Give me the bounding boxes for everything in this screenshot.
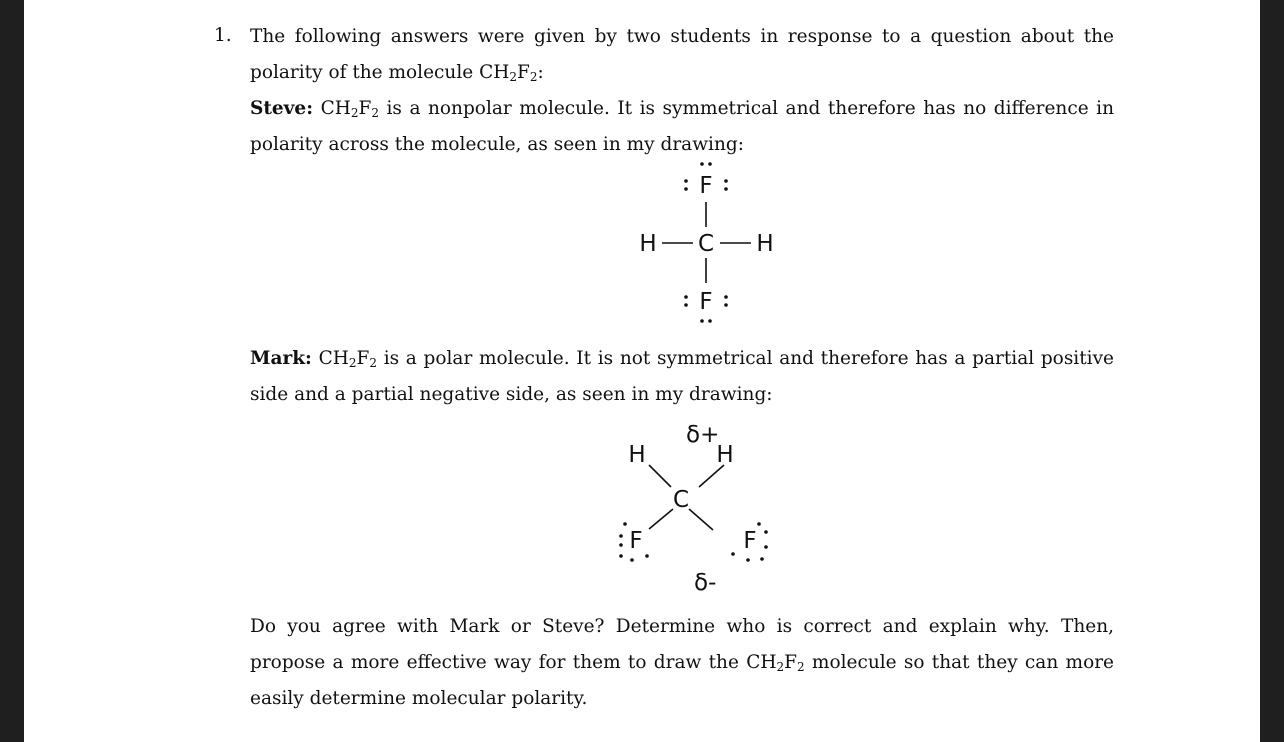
mark-text: is a polar molecule. It is not symmetrical and therefore has a partial positive side and a partial negative side, as seen in my drawing:: [250, 348, 1114, 405]
steve-label: Steve:: [250, 98, 314, 119]
prompt-text-before: Do you agree with Mark or Steve? Determine who is correct and explain why. Then, propose a more effective way for them to draw the: [250, 616, 1114, 673]
question-number: 1.: [214, 25, 232, 46]
formula-ch2f2: $CH_2F_2$: [746, 652, 805, 674]
steve-lewis-diagram: [594, 152, 794, 336]
atom-c-center: C: [697, 231, 715, 257]
atom-h-left: H: [639, 231, 657, 257]
left-fluorine: [619, 522, 649, 562]
formula-ch2f2: $CH_2F_2$: [318, 348, 377, 370]
bond-c-h-left: [649, 465, 671, 487]
right-fluorine: [731, 522, 768, 562]
atom-f-bottom: F: [699, 289, 713, 315]
formula-ch2f2: $CH_2F_2$: [320, 98, 379, 120]
steve-text: is a nonpolar molecule. It is symmetrical and therefore has no difference in polarity across the molecule, as seen in my drawing:: [250, 98, 1114, 155]
mark-label: Mark:: [250, 348, 312, 369]
worksheet-page: [24, 0, 1260, 742]
intro-text: The following answers were given by two students in response to a question about the polarity of the molecule: [250, 26, 1114, 83]
delta-minus-label: δ-: [694, 570, 717, 592]
atom-h-left: H: [628, 442, 646, 468]
bond-c-f-right: [689, 509, 713, 530]
atom-h-right: H: [756, 231, 774, 257]
bond-c-h-right: [699, 465, 724, 487]
atom-f-left: F: [629, 528, 643, 554]
atom-f-top: F: [699, 173, 713, 199]
atom-h-right: H: [716, 442, 734, 468]
mark-polarity-diagram: [602, 412, 792, 596]
top-fluorine: [684, 162, 728, 199]
formula-ch2f2: $CH_2F_2$: [479, 62, 538, 84]
question-prompt: [250, 609, 1114, 717]
mark-answer: [250, 341, 1114, 413]
prompt-text-after: molecule so that they can more easily determine molecular polarity.: [250, 652, 1114, 709]
delta-plus-label: δ+: [686, 422, 720, 448]
bottom-fluorine: [684, 289, 728, 323]
bond-c-f-left: [649, 509, 673, 529]
atom-c-center: C: [672, 487, 690, 513]
atom-f-right: F: [743, 528, 757, 554]
question-intro: The following answers were given by two students in response to a question about the polarity of the molecule $CH_2F_2$:: [250, 26, 1114, 84]
